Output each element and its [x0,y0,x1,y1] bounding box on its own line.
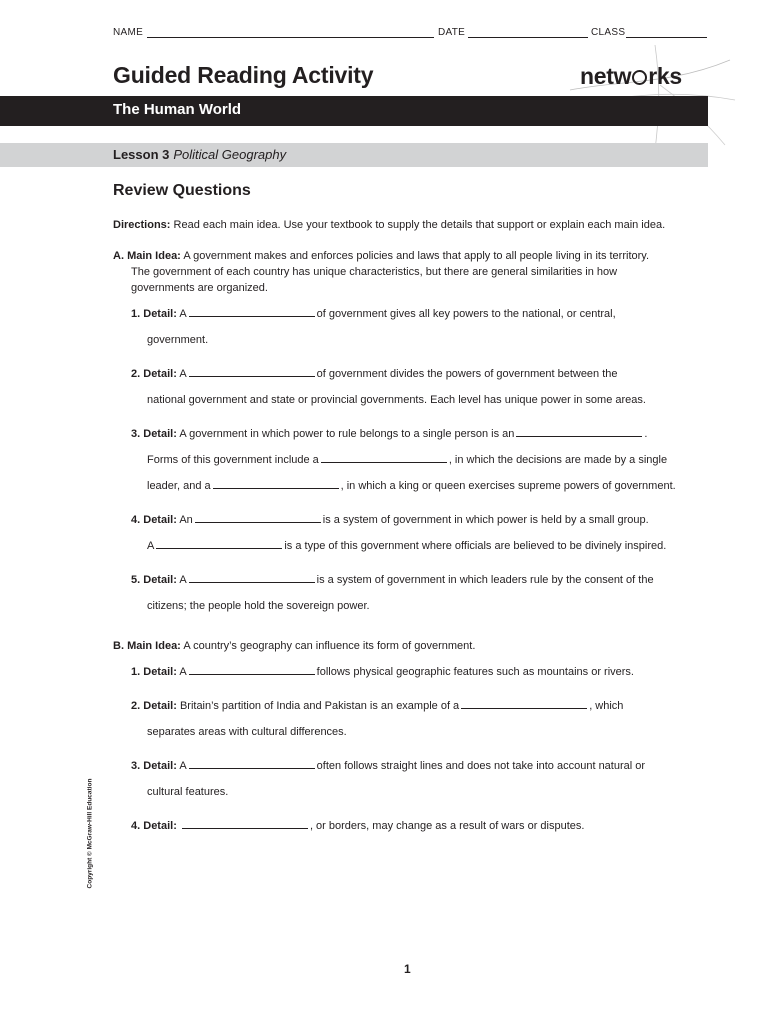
directions-text: Read each main idea. Use your textbook to supply the details that support or explain each main idea. [173,219,666,231]
answer-blank-a3-3[interactable] [213,479,339,489]
detail-a4 [131,512,649,528]
main-idea-b-text: A country’s geography can influence its form of government. [183,640,476,652]
detail-a3-line3 [147,478,676,494]
answer-blank-b3[interactable] [189,759,315,769]
detail-a2-pre: A [179,368,187,380]
detail-a5 [131,572,654,588]
detail-b1-label: Detail: [143,666,177,678]
main-idea-a [113,248,649,264]
answer-blank-a3-2[interactable] [321,453,447,463]
main-idea-b-letter: B. [113,640,124,652]
answer-blank-a3-1[interactable] [516,427,642,437]
detail-a3-end: . [644,428,648,440]
answer-blank-a4-2[interactable] [156,539,282,549]
detail-a3-l2-pre: Forms of this government include a [147,454,319,466]
detail-a3-label: Detail: [143,428,177,440]
unit-banner [0,96,708,126]
detail-a4-line2 [147,538,666,554]
detail-b2-pre: Britain’s partition of India and Pakistan is an example of a [179,700,460,712]
detail-b3-number: 3. [131,760,141,772]
main-idea-a-label: Main Idea: [127,250,181,262]
detail-a1-line2: government. [147,334,209,346]
detail-a4-label: Detail: [143,514,177,526]
detail-a1-number: 1. [131,308,141,320]
detail-a3 [131,426,647,442]
detail-a2-number: 2. [131,368,141,380]
main-idea-a-line1: A government makes and enforces policies and laws that apply to all people living in its territory. [183,250,650,262]
lesson-name: Political Geography [173,147,287,162]
class-label: CLASS [591,27,626,38]
detail-a2-label: Detail: [143,368,177,380]
main-idea-a-line3: governments are organized. [131,282,268,294]
detail-a4-number: 4. [131,514,141,526]
lesson-heading [113,147,286,162]
detail-a3-number: 3. [131,428,141,440]
detail-a5-label: Detail: [143,574,177,586]
answer-blank-a2[interactable] [189,367,315,377]
class-field[interactable] [626,37,707,38]
main-idea-b [113,638,475,654]
lesson-banner [0,143,708,167]
detail-a5-post: is a system of government in which leaders rule by the consent of the [316,574,654,586]
detail-b1 [131,664,634,680]
directions [113,217,665,233]
detail-a2-post: of government divides the powers of government between the [316,368,618,380]
detail-b4-number: 4. [131,820,141,832]
answer-blank-b1[interactable] [189,665,315,675]
detail-b4-label: Detail: [143,820,177,832]
date-label: DATE [438,27,466,38]
date-field[interactable] [468,37,588,38]
logo-o-icon [632,70,647,85]
detail-a2 [131,366,618,382]
detail-b3-label: Detail: [143,760,177,772]
detail-b4 [131,818,584,834]
logo-text-start: netw [580,63,632,89]
detail-b2 [131,698,623,714]
detail-a3-pre: A government in which power to rule belongs to a single person is an [179,428,515,440]
detail-a4-l2-post: is a type of this government where officials are believed to be divinely inspired. [284,540,667,552]
main-idea-a-line2: The government of each country has unique characteristics, but there are general similarities in how [131,266,618,278]
detail-a3-l2-post: , in which the decisions are made by a single [448,454,668,466]
answer-blank-a5[interactable] [189,573,315,583]
logo-text-end: rks [648,63,682,89]
detail-b2-post: , which [589,700,624,712]
detail-a2-line2: national government and state or provincial governments. Each level has unique power in some areas. [147,394,646,406]
detail-a3-l3-post: , in which a king or queen exercises supreme powers of government. [340,480,676,492]
detail-b3-line2: cultural features. [147,786,229,798]
unit-title: The Human World [113,101,242,118]
detail-a1-label: Detail: [143,308,177,320]
detail-b2-line2: separates areas with cultural differences. [147,726,347,738]
detail-a1-post: of government gives all key powers to the national, or central, [316,308,616,320]
networks-logo [580,63,682,90]
page-title: Guided Reading Activity [113,62,374,88]
detail-a4-pre: An [179,514,193,526]
lesson-number: Lesson 3 [113,147,170,162]
directions-label: Directions: [113,219,171,231]
page-number: 1 [404,962,411,976]
answer-blank-a1[interactable] [189,307,315,317]
main-idea-a-letter: A. [113,250,124,262]
detail-a5-line2: citizens; the people hold the sovereign power. [147,600,370,612]
name-label: NAME [113,27,144,38]
detail-b3 [131,758,645,774]
main-idea-b-label: Main Idea: [127,640,181,652]
detail-a5-pre: A [179,574,187,586]
detail-a1 [131,306,616,322]
answer-blank-b4[interactable] [182,819,308,829]
detail-b4-post: , or borders, may change as a result of wars or disputes. [309,820,585,832]
detail-b3-pre: A [179,760,187,772]
detail-b1-pre: A [179,666,187,678]
detail-b2-number: 2. [131,700,141,712]
detail-b1-post: follows physical geographic features such as mountains or rivers. [316,666,634,678]
detail-a4-l2-pre: A [147,540,155,552]
detail-a3-line2 [147,452,667,468]
detail-b2-label: Detail: [143,700,177,712]
detail-a3-l3-pre: leader, and a [147,480,211,492]
detail-b1-number: 1. [131,666,141,678]
copyright-notice: Copyright © McGraw-Hill Education [86,778,94,889]
detail-a4-post: is a system of government in which power is held by a small group. [322,514,649,526]
name-field[interactable] [147,37,434,38]
answer-blank-b2[interactable] [461,699,587,709]
section-title: Review Questions [113,182,251,199]
detail-a5-number: 5. [131,574,141,586]
detail-b3-post: often follows straight lines and does not take into account natural or [316,760,646,772]
detail-a1-pre: A [179,308,187,320]
answer-blank-a4-1[interactable] [195,513,321,523]
